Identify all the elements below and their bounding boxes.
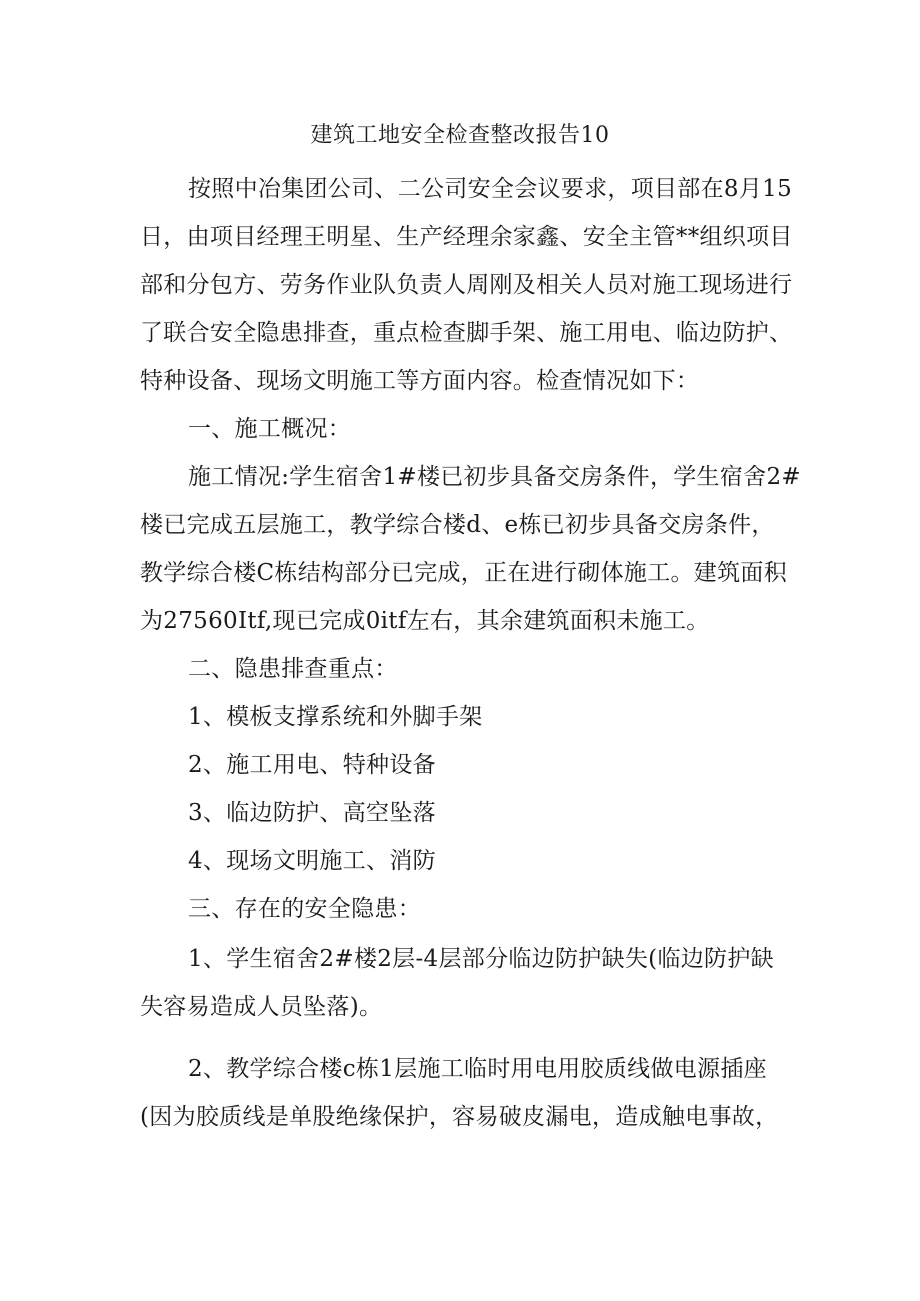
paragraph-line: 为27560Itf,现已完成0itf左右，其余建筑面积未施工。 [140,608,710,634]
list-item: 4、现场文明施工、消防 [188,848,436,874]
list-item: 2、施工用电、特种设备 [188,752,436,778]
paragraph-line: 部和分包方、劳务作业队负责人周刚及相关人员对施工现场进行 [140,272,793,298]
paragraph-line: 了联合安全隐患排查，重点检查脚手架、施工用电、临边防护、 [140,320,793,346]
section-heading: 三、存在的安全隐患： [188,896,421,922]
list-item: 1、模板支撑系统和外脚手架 [188,704,483,730]
paragraph-line: 教学综合楼C栋结构部分已完成，正在进行砌体施工。建筑面积 [140,560,787,586]
paragraph-line: 特种设备、现场文明施工等方面内容。检查情况如下： [140,368,700,394]
paragraph-line: 2、教学综合楼c栋1层施工临时用电用胶质线做电源插座 [188,1056,767,1082]
paragraph-line: 按照中冶集团公司、二公司安全会议要求，项目部在8月15 [188,176,792,202]
section-heading: 二、隐患排查重点： [188,656,398,682]
paragraph-line: 楼已完成五层施工，教学综合楼d、e栋已初步具备交房条件， [140,512,775,538]
paragraph-line: 失容易造成人员坠落)。 [140,994,383,1020]
paragraph-line: 1、学生宿舍2#楼2层-4层部分临边防护缺失(临边防护缺 [188,946,774,972]
paragraph-line: 施工情况:学生宿舍1#楼已初步具备交房条件，学生宿舍2# [188,464,801,490]
document-title: 建筑工地安全检查整改报告10 [310,123,610,148]
paragraph-line: 日，由项目经理王明星、生产经理余家鑫、安全主管**组织项目 [140,224,793,250]
section-heading: 一、施工概况： [188,416,352,442]
list-item: 3、临边防护、高空坠落 [188,800,436,826]
paragraph-line: (因为胶质线是单股绝缘保护，容易破皮漏电，造成触电事故， [140,1104,779,1130]
